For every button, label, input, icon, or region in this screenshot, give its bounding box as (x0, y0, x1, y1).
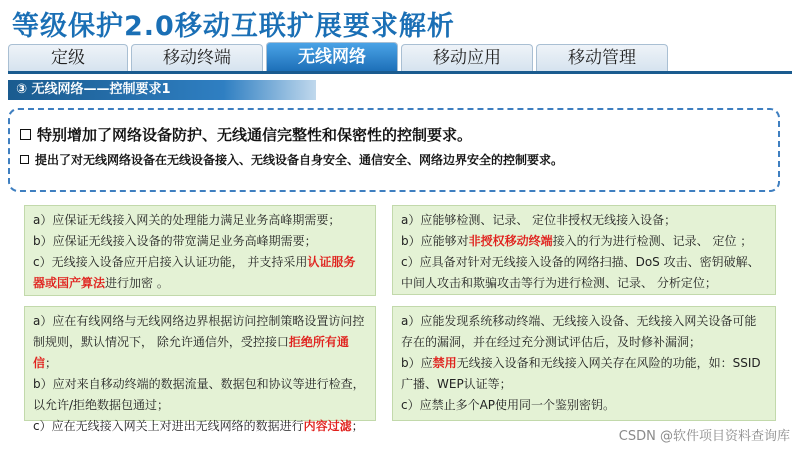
requirement-item: b）应对来自移动终端的数据流量、数据包和协议等进行检查，以允许/拒绝数据包通过； (33, 377, 365, 412)
highlight-text: 禁用 (432, 356, 457, 370)
requirement-item: b）应能够对非授权移动终端接入的行为进行检测、记录、 定位 ； (401, 234, 753, 248)
requirement-item: a）应在有线网络与无线网络边界根据访问控制策略设置访问控制规则，默认情况下， 除允许通信外，受控接口拒绝所有通信； (33, 314, 365, 370)
tab-mobile-terminal[interactable]: 移动终端 (131, 44, 263, 71)
page-title: 等级保护2.0移动互联扩展要求解析 (12, 11, 455, 42)
requirement-item: a）应能发现系统移动终端、无线接入设备、无线接入网关设备可能存在的漏洞，并在经过充分测试评估后，及时修补漏洞； (401, 314, 757, 349)
requirement-item: c）无线接入设备应开启接入认证功能， 并支持采用认证服务器或国产算法进行加密 。 (33, 255, 356, 290)
requirement-box-vulnerability (392, 306, 776, 421)
tab-grading[interactable]: 定级 (8, 44, 128, 71)
square-bullet-icon (20, 155, 29, 164)
highlight-text: 认证服务器或国产算法 (33, 255, 356, 290)
requirement-item: b）应禁用无线接入设备和无线接入网关存在风险的功能，如：SSID广播、WEP认证等； (401, 356, 761, 391)
requirement-item: c）应在无线接入网关上对进出无线网络的数据进行内容过滤； (33, 419, 364, 433)
tab-mobile-application[interactable]: 移动应用 (401, 44, 533, 71)
tab-mobile-management[interactable]: 移动管理 (536, 44, 668, 71)
requirement-box-boundary (24, 306, 376, 433)
highlight-text: 拒绝所有通信 (33, 335, 349, 370)
summary-box (8, 108, 780, 192)
summary-line-2: 提出了对无线网络设备在无线设备接入、无线设备自身安全、通信安全、网络边界安全的控制要求。 (20, 151, 768, 168)
summary-line-1: 特别增加了网络设备防护、无线通信完整性和保密性的控制要求。 (20, 124, 768, 145)
highlight-text: 内容过滤 (303, 419, 352, 433)
requirement-box-access (24, 205, 376, 296)
tab-bar (8, 44, 792, 74)
watermark: CSDN @软件项目资料查询库 (618, 429, 790, 444)
highlight-text: 非授权移动终端 (468, 234, 553, 248)
requirement-item: a）应保证无线接入网关的处理能力满足业务高峰期需要； (33, 213, 341, 227)
requirement-item: c）应具备对针对无线接入设备的网络扫描、DoS 攻击、密钥破解、中间人攻击和欺骗攻击等行为进行检测、记录、 分析定位； (401, 255, 760, 290)
section-header: ③ 无线网络——控制要求1 (8, 80, 316, 100)
requirement-box-detection (392, 205, 776, 295)
requirement-item: a）应能够检测、记录、 定位非授权无线接入设备； (401, 213, 677, 227)
requirement-item: c）应禁止多个AP使用同一个鉴别密钥。 (401, 398, 616, 412)
requirement-item: b）应保证无线接入设备的带宽满足业务高峰期需要； (33, 234, 317, 248)
square-bullet-icon (20, 129, 31, 140)
tab-wireless-network[interactable]: 无线网络 (266, 42, 398, 71)
